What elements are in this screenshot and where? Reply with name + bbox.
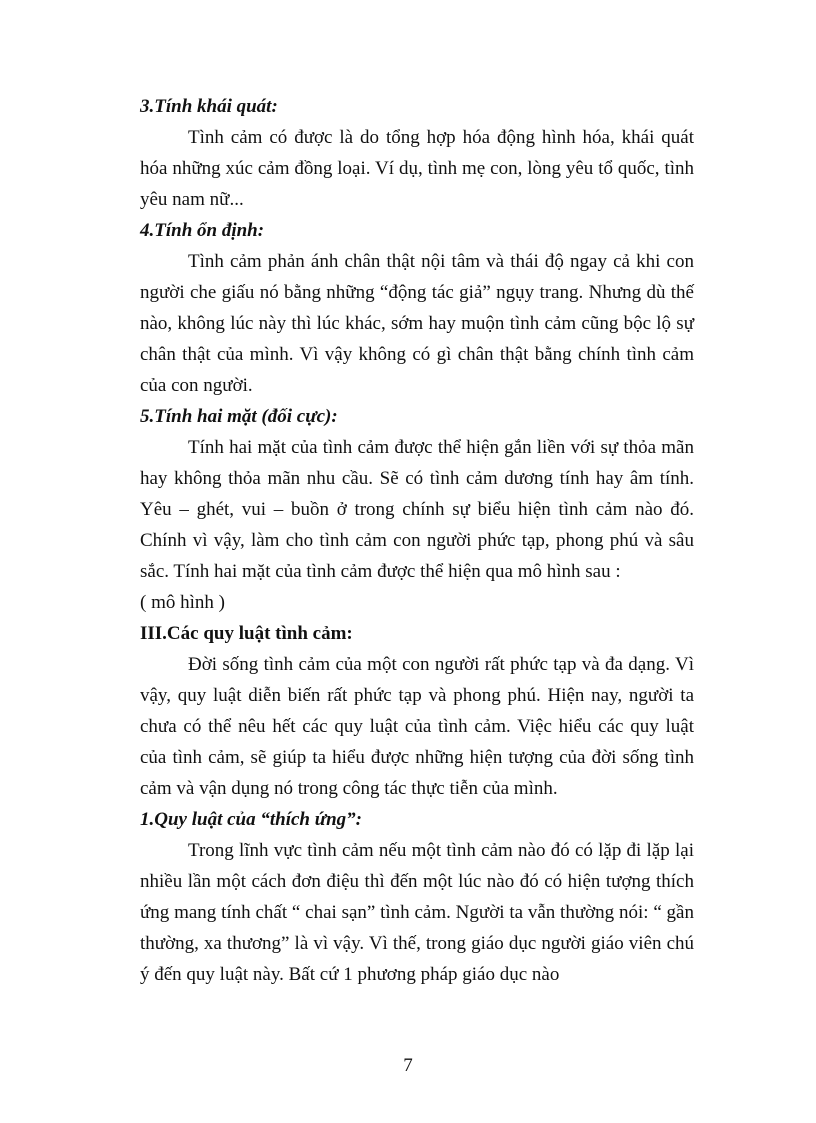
document-body xyxy=(140,91,694,990)
page-number: 7 xyxy=(403,1055,413,1076)
section-1-heading: 1.Quy luật của “thích ứng”: xyxy=(140,809,362,830)
section-4-heading: 4.Tính ổn định: xyxy=(140,220,265,241)
section-3-paragraph: Tình cảm có được là do tổng hợp hóa động hình hóa, khái quát hóa những xúc cảm đồng loại. Ví dụ, tình mẹ con, lòng yêu tổ quốc, tình yêu nam nữ... xyxy=(140,127,694,210)
section-3-heading: 3.Tính khái quát: xyxy=(140,96,278,117)
model-placeholder-note: ( mô hình ) xyxy=(140,592,225,613)
section-iii-heading: III.Các quy luật tình cảm: xyxy=(140,623,353,644)
section-1-paragraph: Trong lĩnh vực tình cảm nếu một tình cảm nào đó có lặp đi lặp lại nhiều lần một cách đơn điệu thì đến một lúc nào đó có hiện tượng thích ứng mang tính chất “ chai sạn” tình cảm. Người ta vẫn thường nói: “ gần thường, xa thương” là vì vậy. Vì thế, trong giáo dục người giáo viên chú ý đến quy luật này. Bất cứ 1 phương pháp giáo dục nào xyxy=(140,840,694,985)
section-iii-paragraph: Đời sống tình cảm của một con người rất phức tạp và đa dạng. Vì vậy, quy luật diễn biến rất phức tạp và phong phú. Hiện nay, người ta chưa có thể nêu hết các quy luật của tình cảm. Việc hiểu các quy luật của tình cảm, sẽ giúp ta hiểu được những hiện tượng của đời sống tình cảm và vận dụng nó trong công tác thực tiễn của mình. xyxy=(140,654,694,799)
section-4-paragraph: Tình cảm phản ánh chân thật nội tâm và thái độ ngay cả khi con người che giấu nó bằng những “động tác giả” ngụy trang. Nhưng dù thế nào, không lúc này thì lúc khác, sớm hay muộn tình cảm cũng bộc lộ sự chân thật của mình. Vì vậy không có gì chân thật bằng chính tình cảm của con người. xyxy=(140,251,694,396)
section-5-paragraph: Tính hai mặt của tình cảm được thể hiện gắn liền với sự thỏa mãn hay không thỏa mãn nhu cầu. Sẽ có tình cảm dương tính hay âm tính. Yêu – ghét, vui – buồn ở trong chính sự biểu hiện tình cảm nào đó. Chính vì vậy, làm cho tình cảm con người phức tạp, phong phú và sâu sắc. Tính hai mặt của tình cảm được thể hiện qua mô hình sau : xyxy=(140,437,694,582)
section-5-heading: 5.Tính hai mặt (đối cực): xyxy=(140,406,338,427)
